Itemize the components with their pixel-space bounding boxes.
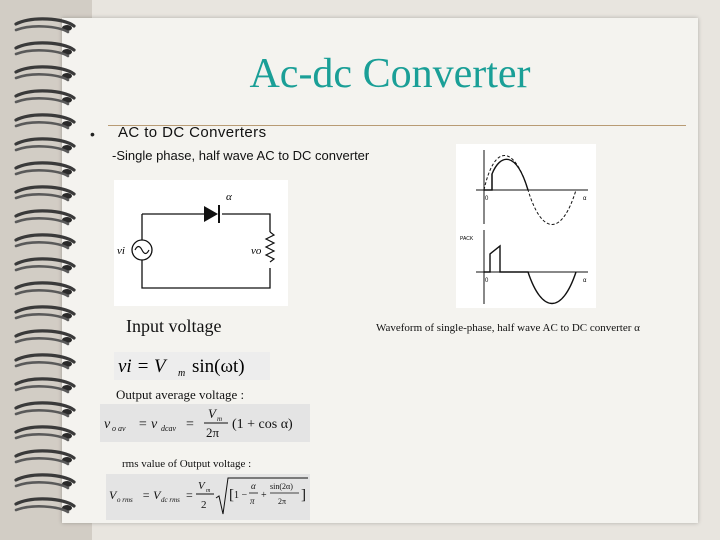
- waveform-plot: [456, 144, 596, 308]
- eq3-root-b-num: α: [251, 481, 256, 491]
- eq2-eq: =: [186, 417, 194, 432]
- eq2-lhs-sub: o av: [112, 424, 126, 433]
- eq1-lhs: vi = V: [118, 356, 166, 377]
- spiral-ring: [16, 331, 74, 344]
- eq3-bracket-right: ]: [301, 487, 306, 503]
- lower-y-label: PACK: [460, 236, 474, 242]
- eq2-frac-den: 2π: [206, 425, 220, 440]
- spiral-binding: [12, 14, 82, 526]
- vi-label: vi: [117, 245, 125, 257]
- upper-origin-label: 0: [485, 196, 489, 202]
- spiral-ring: [16, 427, 74, 440]
- input-voltage-equation: [114, 352, 270, 380]
- eq2-mid-sub: dcav: [161, 424, 177, 433]
- section-heading: AC to DC Converters: [118, 124, 267, 141]
- spiral-ring: [16, 355, 74, 368]
- output-average-equation: [100, 404, 310, 442]
- spiral-ring: [16, 163, 74, 176]
- spiral-ring: [16, 139, 74, 152]
- spiral-ring: [16, 451, 74, 464]
- eq3-root-d-den: 2π: [278, 497, 287, 506]
- spiral-ring: [16, 235, 74, 248]
- spiral-ring: [16, 67, 74, 80]
- eq3-root-d-num: sin(2α): [270, 482, 293, 491]
- lower-axis-end-label: α: [583, 278, 587, 284]
- eq3-frac-num-sub: m: [206, 488, 211, 494]
- eq3-bracket-left: [: [229, 487, 234, 503]
- eq3-frac-num: V: [198, 480, 205, 492]
- eq1-lhs-sub: m: [178, 368, 186, 379]
- eq1-rhs: sin(ωt): [192, 356, 245, 377]
- slide-title: Ac-dc Converter: [249, 51, 531, 97]
- eq3-lhs-sub: o rms: [117, 496, 133, 504]
- vo-label: vo: [251, 245, 262, 257]
- spiral-ring: [16, 379, 74, 392]
- diode-icon: [204, 206, 218, 222]
- spiral-ring: [16, 115, 74, 128]
- output-average-label: Output average voltage :: [116, 387, 245, 402]
- spiral-ring: [16, 259, 74, 272]
- spiral-ring: [16, 43, 74, 56]
- alpha-label: α: [226, 191, 232, 203]
- rms-output-label: rms value of Output voltage :: [122, 458, 252, 470]
- spiral-ring: [16, 211, 74, 224]
- waveform-figure: [456, 144, 596, 308]
- spiral-ring: [16, 91, 74, 104]
- eq3-mid: = V: [142, 488, 161, 502]
- spiral-ring: [16, 283, 74, 296]
- spiral-ring: [16, 475, 74, 488]
- eq2-frac-num: V: [208, 406, 216, 421]
- spiral-ring: [16, 187, 74, 200]
- eq3-root-c: +: [261, 490, 267, 501]
- section-subheading: -Single phase, half wave AC to DC converter: [112, 148, 370, 163]
- eq2-frac-num-sub: m: [217, 415, 223, 423]
- eq3-frac-den: 2: [201, 499, 207, 511]
- eq3-lhs: V: [109, 488, 117, 502]
- circuit-diagram: [114, 180, 288, 306]
- eq2-lhs: v: [104, 417, 111, 432]
- spiral-ring: [16, 403, 74, 416]
- circuit-schematic: [114, 180, 288, 306]
- resistor-icon: [266, 232, 274, 262]
- bullet-marker: •: [90, 126, 95, 142]
- eq3-root-a: 1 −: [234, 490, 248, 501]
- input-voltage-label: Input voltage: [126, 316, 222, 336]
- eq2-tail: (1 + cos α): [232, 417, 293, 432]
- spiral-ring: [16, 499, 74, 512]
- waveform-caption: Waveform of single-phase, half wave AC to DC converter α: [376, 322, 640, 334]
- eq3-mid-sub: dc rms: [161, 496, 180, 504]
- eq3-eq: =: [186, 488, 193, 502]
- lower-origin-label: 0: [485, 278, 489, 284]
- rms-output-equation: [106, 474, 310, 520]
- eq2-mid: = v: [138, 417, 158, 432]
- spiral-ring: [16, 307, 74, 320]
- spiral-ring: [16, 19, 74, 32]
- upper-axis-end-label: α: [583, 196, 587, 202]
- eq3-root-b-den: π: [250, 496, 255, 506]
